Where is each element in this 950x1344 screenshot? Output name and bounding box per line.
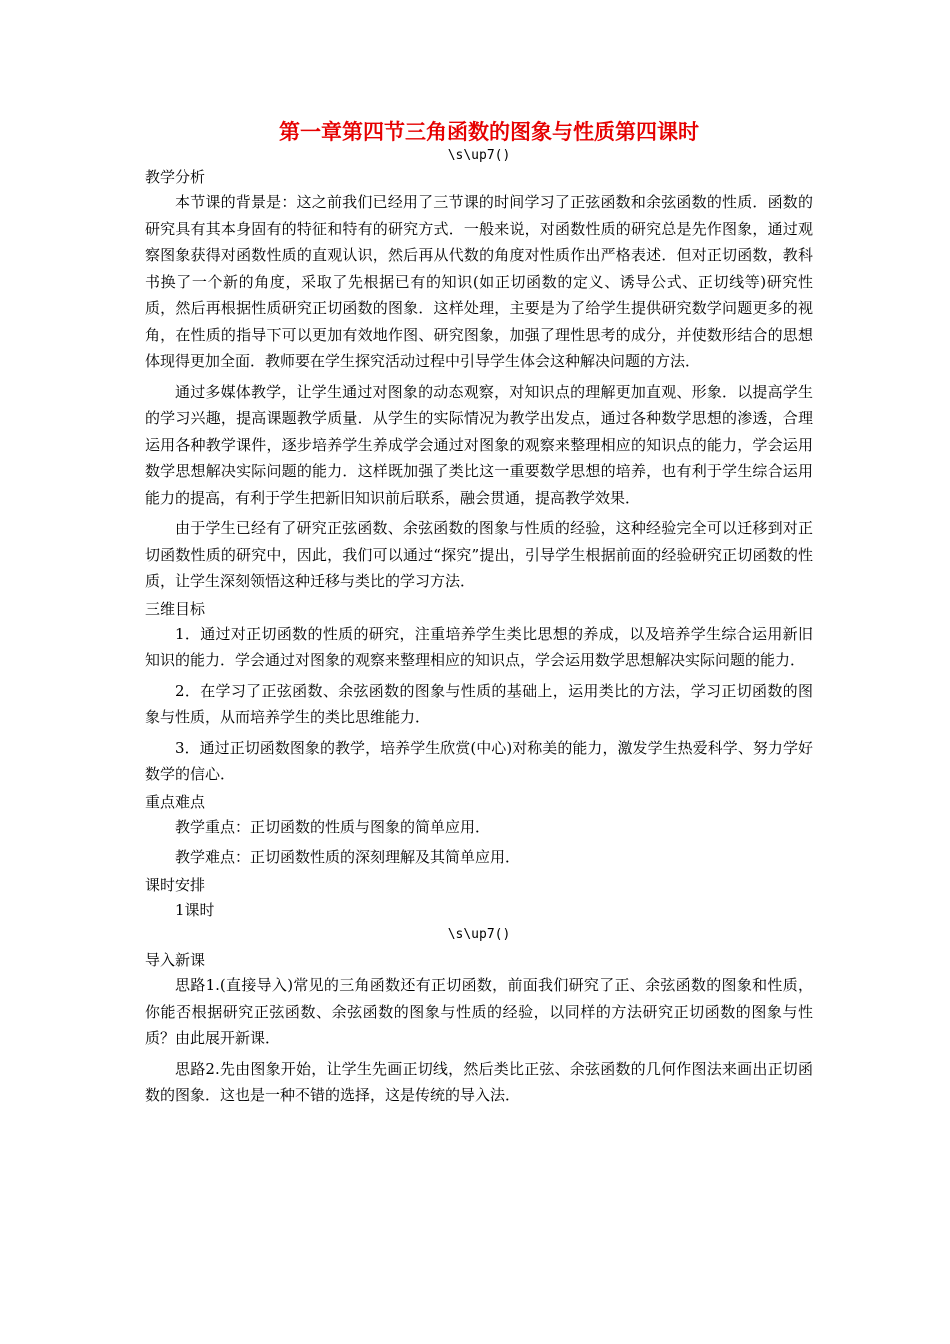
field-code-marker: \s\up7()	[447, 927, 511, 942]
paragraph: 教学难点：正切函数性质的深刻理解及其简单应用．	[175, 848, 521, 866]
section-heading-schedule: 课时安排	[145, 875, 206, 894]
section-heading-analysis: 教学分析	[145, 168, 206, 186]
document-title: 第一章第四节三角函数的图象与性质第四课时	[279, 120, 699, 144]
document-page	[145, 118, 813, 1113]
section-heading-intro: 导入新课	[145, 951, 206, 969]
paragraph: 2．在学习了正弦函数、余弦函数的图象与性质的基础上，运用类比的方法，学习正切函数的图象与性质，从而培养学生的类比思维能力．	[145, 681, 813, 726]
paragraph: 思路1.(直接导入)常见的三角函数还有正切函数，前面我们研究了正、余弦函数的图象和性质，你能否根据研究正弦函数、余弦函数的图象与性质的经验，以同样的方法研究正切函数的图象与性质？由此展开新课．	[145, 976, 813, 1047]
paragraph: 通过多媒体教学，让学生通过对图象的动态观察，对知识点的理解更加直观、形象．以提高学生的学习兴趣，提高课题教学质量．从学生的实际情况为教学出发点，通过各种数学思想的渗透，合理运用各种教学课件，逐步培养学生养成学会通过对图象的观察来整理相应的知识点的能力，学会运用数学思想解决实际问题的能力．这样既加强了类比这一重要数学思想的培养，也有利于学生综合运用能力的提高，有利于学生把新旧知识前后联系，融会贯通，提高教学效果．	[145, 382, 813, 507]
paragraph: 教学重点：正切函数的性质与图象的简单应用．	[175, 817, 491, 836]
section-heading-key-points: 重点难点	[145, 792, 206, 811]
paragraph: 由于学生已经有了研究正弦函数、余弦函数的图象与性质的经验，这种经验完全可以迁移到对正切函数性质的研究中，因此，我们可以通过“探究”提出，引导学生根据前面的经验研究正切函数的性质，让学生深刻领悟这种迁移与类比的学习方法．	[145, 519, 813, 590]
field-code-marker: \s\up7()	[447, 148, 511, 163]
paragraph: 1课时	[175, 900, 215, 919]
paragraph: 本节课的背景是：这之前我们已经用了三节课的时间学习了正弦函数和余弦函数的性质．函数的研究具有其本身固有的特征和特有的研究方式．一般来说，对函数性质的研究总是先作图象，通过观察图象获得对函数性质的直观认识，然后再从代数的角度对性质作出严格表述．但对正切函数，教科书换了一个新的角度，采取了先根据已有的知识(如正切函数的定义、诱导公式、正切线等)研究性质，然后再根据性质研究正切函数的图象．这样处理，主要是为了给学生提供研究数学问题更多的视角，在性质的指导下可以更加有效地作图、研究图象，加强了理性思考的成分，并使数形结合的思想体现得更加全面．教师要在学生探究活动过程中引导学生体会这种解决问题的方法．	[145, 193, 813, 370]
paragraph: 思路2.先由图象开始，让学生先画正切线，然后类比正弦、余弦函数的几何作图法来画出正切函数的图象．这也是一种不错的选择，这是传统的导入法．	[145, 1059, 813, 1104]
section-heading-goals: 三维目标	[145, 599, 206, 618]
paragraph: 1．通过对正切函数的性质的研究，注重培养学生类比思想的养成，以及培养学生综合运用新旧知识的能力．学会通过对图象的观察来整理相应的知识点，学会运用数学思想解决实际问题的能力．	[145, 624, 813, 669]
paragraph: 3．通过正切函数图象的教学，培养学生欣赏(中心)对称美的能力，激发学生热爱科学、努力学好数学的信心．	[145, 738, 813, 783]
